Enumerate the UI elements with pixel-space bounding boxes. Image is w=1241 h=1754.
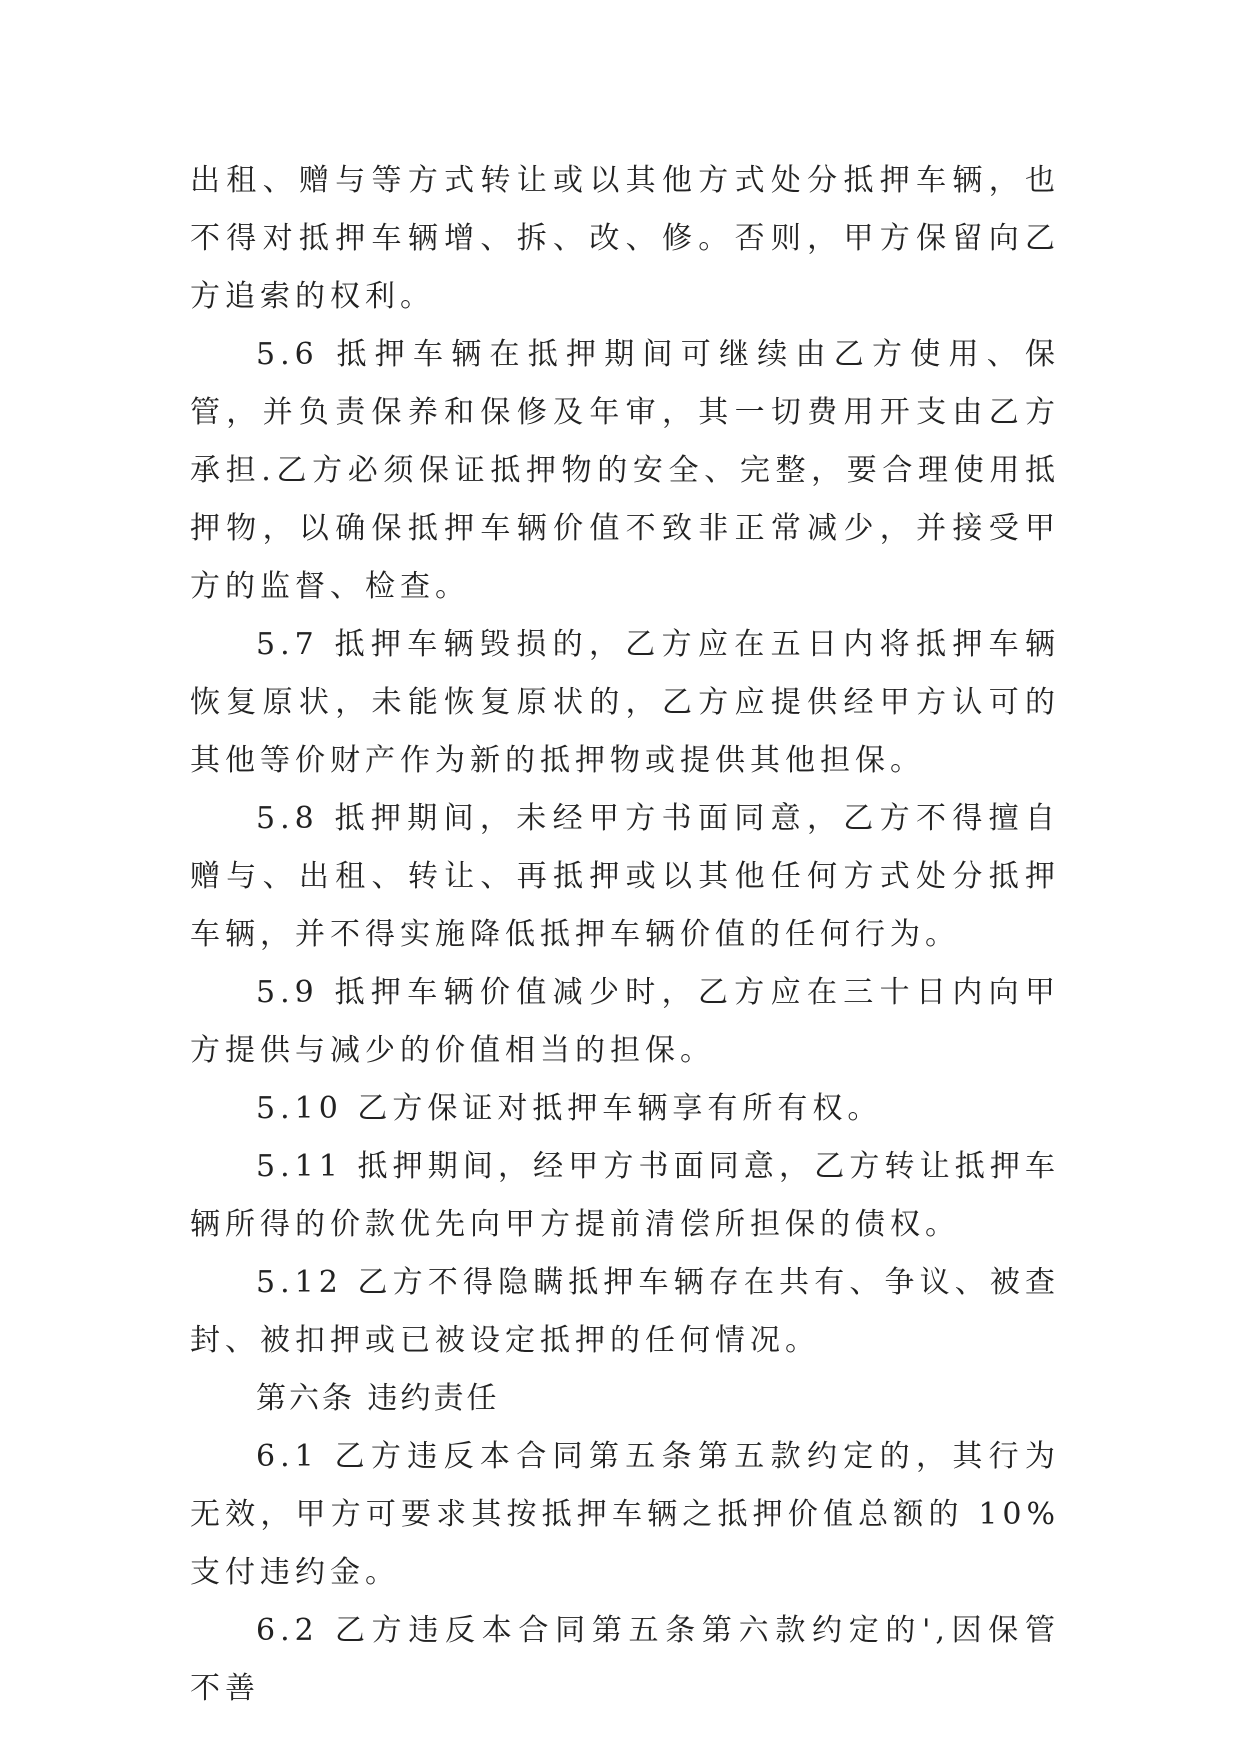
document-body (190, 152, 1060, 1718)
paragraph-clause-5-8: 5.8 抵押期间，未经甲方书面同意，乙方不得擅自赠与、出租、转让、再抵押或以其他任何方式处分抵押车辆，并不得实施降低抵押车辆价值的任何行为。 (190, 801, 1060, 952)
paragraph-clause-5-7: 5.7 抵押车辆毁损的，乙方应在五日内将抵押车辆恢复原状，未能恢复原状的，乙方应提供经甲方认可的其他等价财产作为新的抵押物或提供其他担保。 (190, 627, 1060, 778)
paragraph-clause-5-9: 5.9 抵押车辆价值减少时，乙方应在三十日内向甲方提供与减少的价值相当的担保。 (190, 975, 1060, 1068)
section-heading-article-6: 第六条 违约责任 (256, 1381, 500, 1416)
paragraph-clause-5-11: 5.11 抵押期间，经甲方书面同意，乙方转让抵押车辆所得的价款优先向甲方提前清偿所担保的债权。 (190, 1149, 1060, 1242)
paragraph-clause-6-1: 6.1 乙方违反本合同第五条第五款约定的，其行为无效，甲方可要求其按抵押车辆之抵押价值总额的 10%支付违约金。 (190, 1439, 1060, 1590)
paragraph-clause-5-12: 5.12 乙方不得隐瞒抵押车辆存在共有、争议、被查封、被扣押或已被设定抵押的任何情况。 (190, 1265, 1060, 1358)
paragraph-clause-5-10: 5.10 乙方保证对抵押车辆享有所有权。 (256, 1091, 883, 1126)
paragraph-clause-5-6: 5.6 抵押车辆在抵押期间可继续由乙方使用、保管，并负责保养和保修及年审，其一切费用开支由乙方承担.乙方必须保证抵押物的安全、完整，要合理使用抵押物，以确保抵押车辆价值不致非正常减少，并接受甲方的监督、检查。 (190, 337, 1060, 604)
paragraph-clause-6-2: 6.2 乙方违反本合同第五条第六款约定的',因保管不善 (190, 1613, 1060, 1706)
paragraph-continuation: 出租、赠与等方式转让或以其他方式处分抵押车辆，也不得对抵押车辆增、拆、改、修。否则，甲方保留向乙方追索的权利。 (190, 163, 1060, 314)
